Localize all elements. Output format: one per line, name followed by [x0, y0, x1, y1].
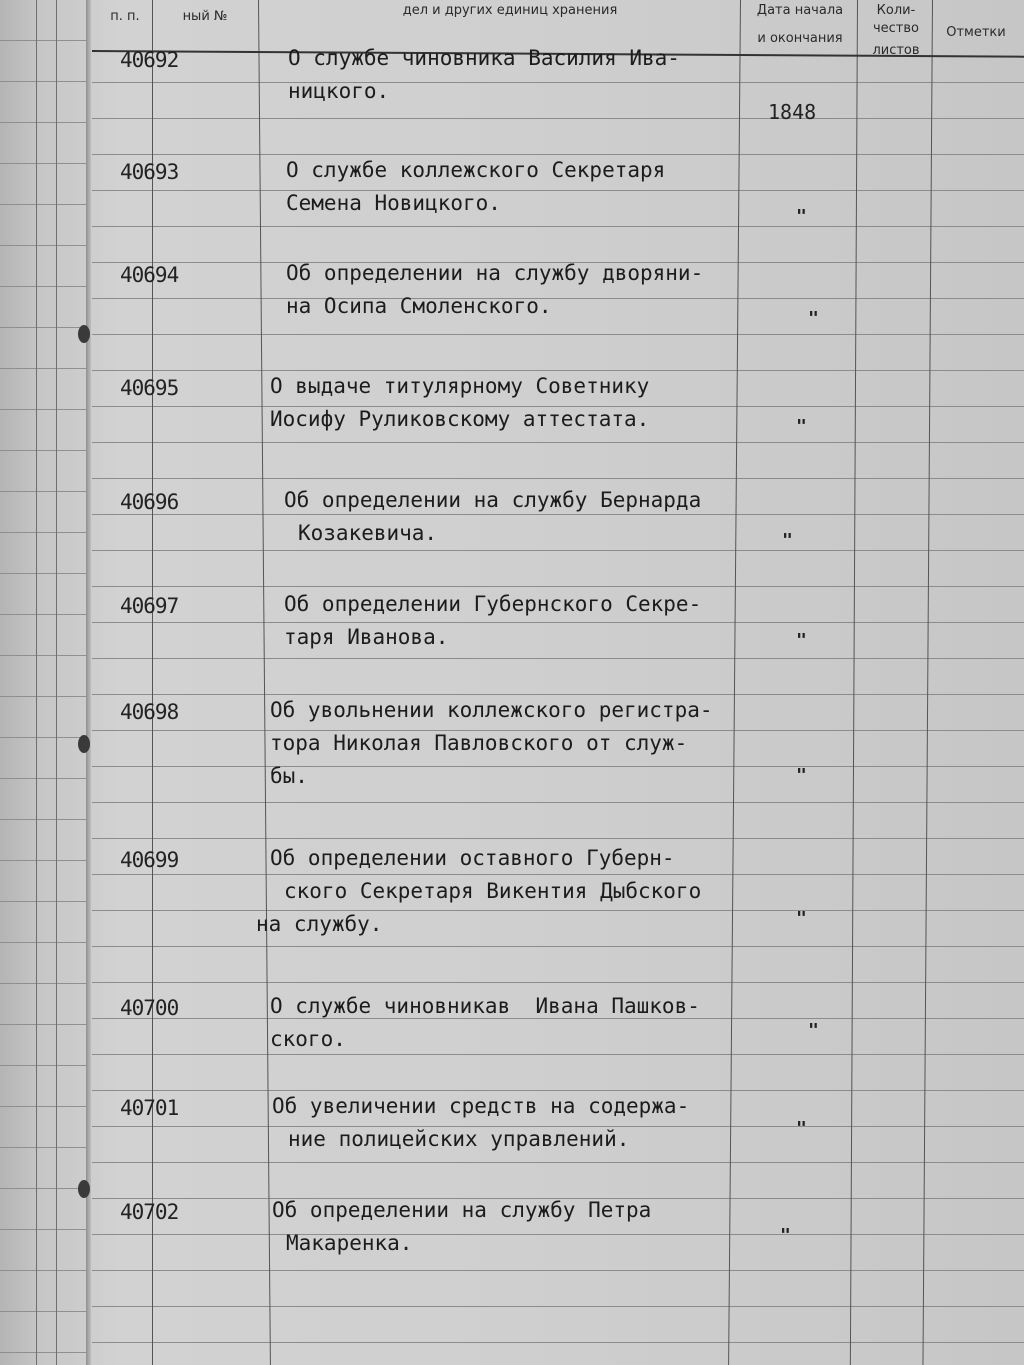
ruled-line: [92, 658, 1024, 659]
column-divider: [728, 0, 741, 1365]
ruled-line: [92, 226, 1024, 227]
ditto-mark: ": [796, 765, 807, 786]
entry-number: 40698: [120, 700, 179, 724]
header-date-start: Дата начала: [756, 3, 844, 18]
ruled-line: [92, 334, 1024, 335]
entry-title-line: О службе коллежского Секретаря: [286, 158, 666, 182]
previous-page-column-line: [56, 0, 57, 1365]
ditto-mark: ": [808, 1020, 819, 1041]
entry-number: 40697: [120, 594, 179, 618]
ruled-line: [92, 1234, 1024, 1235]
previous-page-edge: [0, 0, 88, 1365]
header-number: ный №: [182, 9, 228, 24]
column-divider: [850, 0, 858, 1365]
ruled-line: [92, 190, 1024, 191]
previous-page-column-line: [36, 0, 37, 1365]
ruled-line: [92, 82, 1024, 83]
ditto-mark: ": [780, 1225, 791, 1246]
entry-number: 40693: [120, 160, 179, 184]
header-count-3: листов: [872, 43, 920, 58]
entry-title-line: Иосифу Руликовскому аттестата.: [270, 407, 650, 431]
ditto-mark: ": [796, 206, 807, 227]
entry-date: 1848: [768, 100, 817, 124]
entry-number: 40696: [120, 490, 179, 514]
ruled-line: [92, 766, 1024, 767]
ruled-line: [92, 946, 1024, 947]
entry-number: 40695: [120, 376, 179, 400]
binder-ring: [78, 735, 90, 753]
entry-title-line: Об увеличении средств на содержа-: [272, 1094, 690, 1118]
entry-title-line: О службе чиновника Василия Ива-: [288, 46, 680, 70]
ruled-line: [92, 442, 1024, 443]
header-count-1: Коли-: [876, 3, 916, 18]
header-count-2: чество: [872, 21, 919, 36]
header-pp: п. п.: [110, 9, 140, 24]
entry-title-line: таря Иванова.: [284, 625, 449, 649]
entry-number: 40701: [120, 1096, 179, 1120]
ruled-line: [92, 586, 1024, 587]
ruled-line: [92, 910, 1024, 911]
column-divider: [922, 0, 933, 1365]
ruled-line: [92, 1054, 1024, 1055]
entry-title-line: тора Николая Павловского от служ-: [270, 731, 688, 755]
entry-number: 40700: [120, 996, 179, 1020]
header-title: дел и других единиц хранения: [402, 3, 618, 18]
column-divider: [258, 0, 271, 1365]
entry-title-line: Об определении оставного Губерн-: [270, 846, 675, 870]
entry-title-line: Об определении на службу Петра: [272, 1198, 652, 1222]
entry-title-line: Об определении Губернского Секре-: [284, 592, 702, 616]
entry-title-line: О выдаче титулярному Советнику: [270, 374, 650, 398]
ditto-mark: ": [796, 908, 807, 929]
ruled-line: [92, 1306, 1024, 1307]
entry-title-line: на службу.: [256, 912, 383, 936]
entry-title-line: О службе чиновникав Ивана Пашков-: [270, 994, 700, 1018]
entry-title-line: ского.: [270, 1027, 346, 1051]
entry-number: 40699: [120, 848, 179, 872]
ruled-line: [92, 1270, 1024, 1271]
ruled-line: [92, 550, 1024, 551]
ruled-line: [92, 838, 1024, 839]
column-divider: [152, 0, 153, 1365]
entry-title-line: ние полицейских управлений.: [288, 1127, 630, 1151]
ruled-line: [92, 1162, 1024, 1163]
ditto-mark: ": [796, 1118, 807, 1139]
ruled-line: [92, 982, 1024, 983]
entry-title-line: Семена Новицкого.: [286, 191, 501, 215]
ruled-line: [92, 118, 1024, 119]
ditto-mark: ": [808, 308, 819, 329]
entry-title-line: Козакевича.: [298, 521, 438, 545]
ruled-line: [92, 478, 1024, 479]
entry-title-line: бы.: [270, 764, 308, 788]
binder-ring: [78, 325, 90, 343]
entry-title-line: Об увольнении коллежского регистра-: [270, 698, 713, 722]
entry-title-line: Макаренка.: [286, 1231, 413, 1255]
entry-title-line: на Осипа Смоленского.: [286, 294, 552, 318]
ruled-line: [92, 622, 1024, 623]
binder-ring: [78, 1180, 90, 1198]
header-notes: Отметки: [946, 25, 1006, 40]
entry-title-line: Об определении на службу Бернарда: [284, 488, 702, 512]
entry-number: 40694: [120, 263, 179, 287]
binder-spine: [86, 0, 91, 1365]
ruled-line: [92, 1342, 1024, 1343]
entry-title-line: Об определении на службу дворяни-: [286, 261, 704, 285]
ditto-mark: ": [782, 530, 793, 551]
header-date-end: и окончания: [757, 31, 843, 46]
ruled-line: [92, 298, 1024, 299]
entry-title-line: ского Секретаря Викентия Дыбского: [284, 879, 702, 903]
entry-number: 40692: [120, 48, 179, 72]
ruled-line: [92, 802, 1024, 803]
entry-title-line: ницкого.: [288, 79, 390, 103]
entry-number: 40702: [120, 1200, 179, 1224]
ditto-mark: ": [796, 416, 807, 437]
ditto-mark: ": [796, 630, 807, 651]
